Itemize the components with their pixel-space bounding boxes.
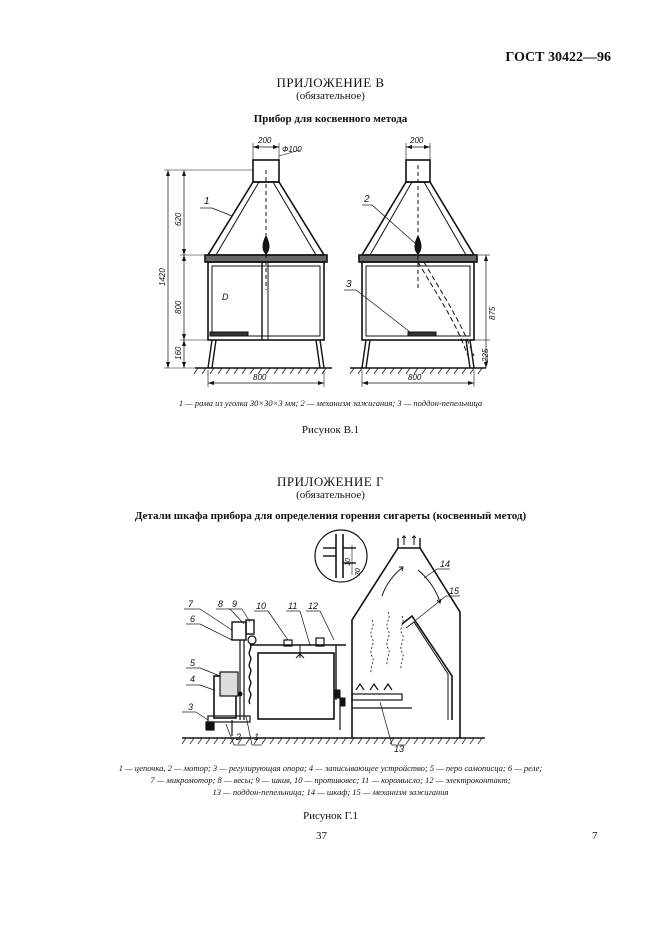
dim-base-width-left: 800 [253,373,267,382]
figure-g1-caption: Рисунок Г.1 [302,810,359,822]
figure-b1-caption: Рисунок В.1 [301,424,360,436]
chain [249,644,251,704]
dim-total-height: 1420 [158,268,167,286]
standard-number: ГОСТ 30422—96 [505,50,611,65]
callout-g-3: 3 [188,702,194,712]
callout-g-5: 5 [190,658,196,668]
callout-g-9: 9 [232,599,238,609]
callout-g-12: 12 [308,601,319,611]
dim-diameter: Ф100 [282,145,302,154]
sheet-number: 7 [592,830,598,842]
figure-g1-legend [0,762,661,798]
callout-g-7: 7 [188,599,194,609]
page-number: 37 [316,830,327,842]
callout-g-4: 4 [190,674,196,684]
appendix-g-status: (обязательное) [296,489,365,501]
dim-body-height: 800 [174,300,183,314]
figure-g1-title: Детали шкафа прибора для определения горения сигареты (косвенный метод) [134,510,527,522]
callout-b-2: 2 [364,194,370,205]
cabinet-shaft [352,548,460,738]
dim-tray-height: 225 [481,348,490,362]
dim-gap: 10 [345,558,352,566]
callout-g-1: 1 [254,732,260,742]
figure-b1-title: Прибор для косвенного метода [253,113,408,125]
legend-line: 1 — цепочка, 2 — мотор; 3 — регулирующая опора; 4 — записывающее устройство; 5 — перо самописца; 6 — реле; [118,763,543,773]
callout-b-3: 3 [346,279,352,290]
dim-leg-height: 160 [174,346,183,360]
dim-hood-height: 620 [174,212,183,226]
dim-top-width-right: 200 [410,136,424,145]
micromotor [246,620,254,634]
figure-b1-legend: 1 — рама из уголка 30×30×3 мм; 2 — механизм зажигания; 3 — поддон-пепельница [178,398,483,408]
dim-base-width-right: 800 [408,373,422,382]
appendix-g-title: ПРИЛОЖЕНИЕ Г [277,474,384,489]
callout-g-2: 2 [236,732,242,742]
appendix-b-status: (обязательное) [296,90,365,102]
callout-g-8: 8 [218,599,224,609]
dim-top-width-left: 200 [258,136,272,145]
label-d: D [222,292,229,302]
legend-line: 7 — микромотор; 8 — весы; 9 — шкив, 10 — противовес; 11 — коромысло; 12 — электроконтакт; [150,775,511,785]
callout-b-1: 1 [204,196,210,207]
callout-g-13: 13 [394,744,405,754]
callout-g-15: 15 [449,586,460,596]
legend-line: 13 — поддон-пепельница; 14 — шкаф; 15 — механизм зажигания [212,787,449,797]
recorder-box [258,653,334,719]
appendix-b-title: ПРИЛОЖЕНИЕ В [276,75,385,90]
dim-side-height: 875 [488,306,497,320]
callout-g-14: 14 [440,559,451,569]
callout-g-6: 6 [190,614,196,624]
callout-g-10: 10 [256,601,267,611]
callout-g-11: 11 [288,601,298,611]
dim-height: 30 [355,568,362,576]
relay-box [232,622,246,640]
